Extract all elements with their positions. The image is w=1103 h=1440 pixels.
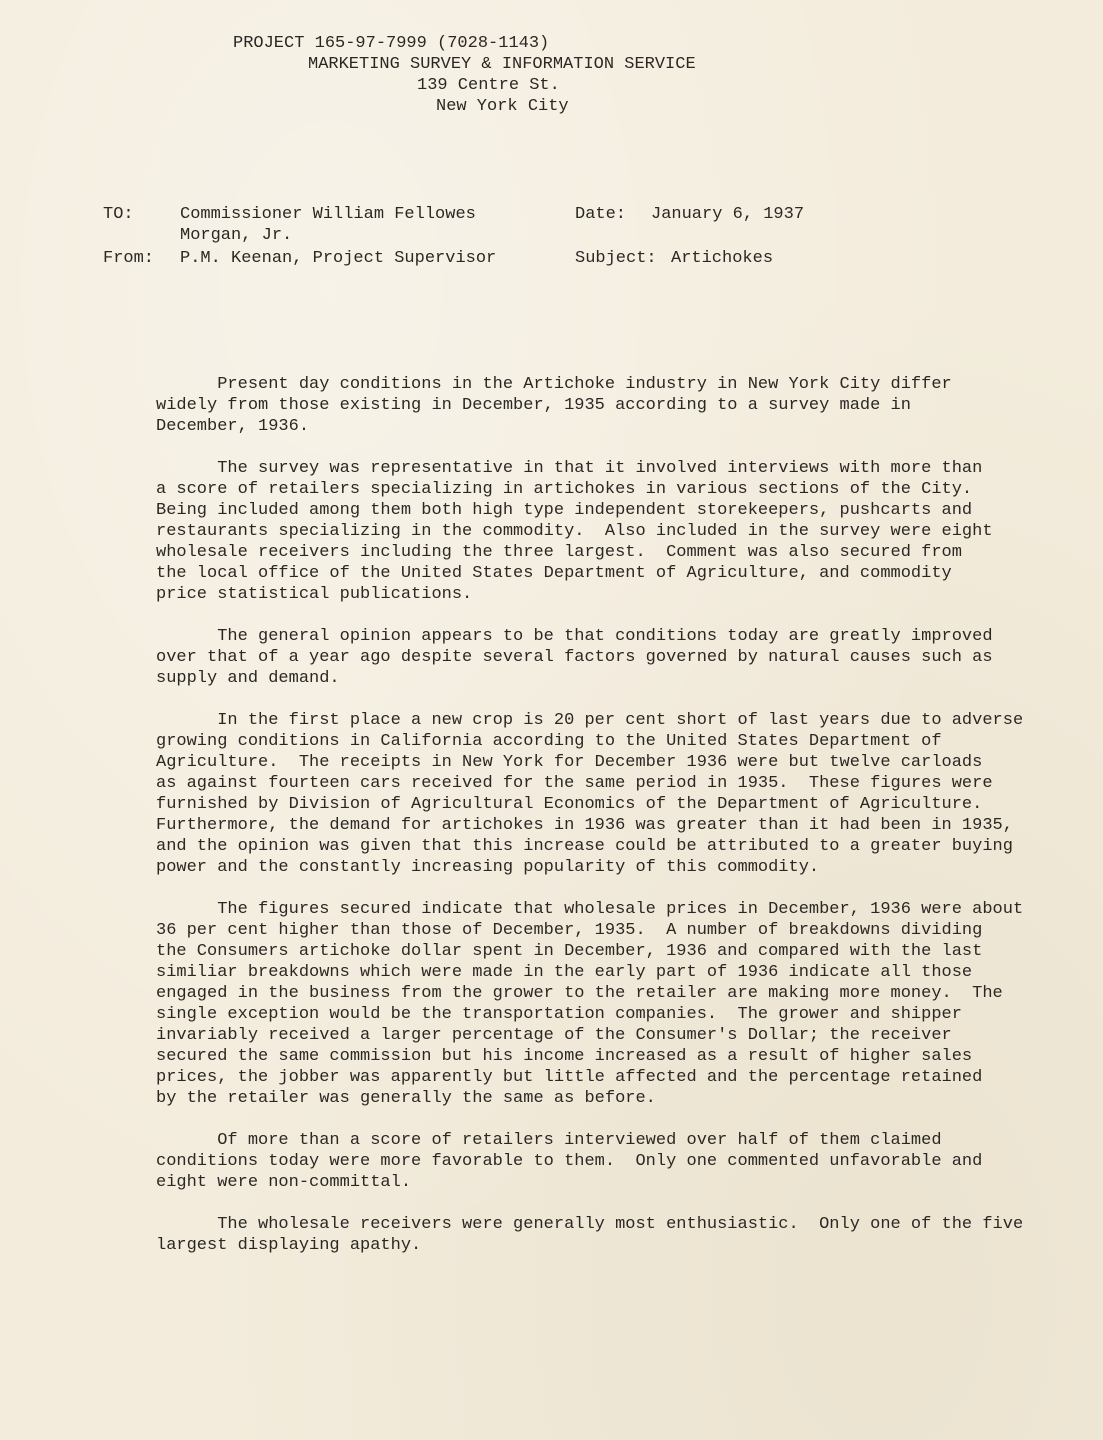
- paragraph-line: largest displaying apathy.: [156, 1236, 422, 1255]
- paragraph-line: supply and demand.: [156, 669, 340, 688]
- paragraph-line: wholesale receivers including the three largest. Comment was also secured from: [156, 543, 962, 562]
- paragraph-line: conditions today were more favorable to them. Only one commented unfavorable and: [156, 1152, 983, 1171]
- subject-label: Subject:: [575, 249, 657, 268]
- from-sender: P.M. Keenan, Project Supervisor: [180, 249, 497, 268]
- paragraph-line: prices, the jobber was apparently but little affected and the percentage retained: [156, 1068, 983, 1087]
- paragraph-line: Of more than a score of retailers interviewed over half of them claimed: [156, 1131, 942, 1150]
- paragraph-line: price statistical publications.: [156, 585, 473, 604]
- body-paragraph: [156, 374, 1071, 437]
- memo-header: [0, 204, 1103, 274]
- paragraph-line: furnished by Division of Agricultural Economics of the Department of Agriculture.: [156, 795, 983, 814]
- date-label: Date:: [575, 205, 627, 224]
- paragraph-line: and the opinion was given that this increase could be attributed to a greater buying: [156, 837, 1013, 856]
- date-value: January 6, 1937: [651, 205, 805, 224]
- paragraph-line: The general opinion appears to be that conditions today are greatly improved: [156, 627, 993, 646]
- paragraph-line: Being included among them both high type independent storekeepers, pushcarts and: [156, 501, 973, 520]
- paragraph-line: invariably received a larger percentage of the Consumer's Dollar; the receiver: [156, 1026, 952, 1045]
- paragraph-line: 36 per cent higher than those of December, 1935. A number of breakdowns dividing: [156, 921, 983, 940]
- paragraph-line: engaged in the business from the grower to the retailer are making more money. The: [156, 984, 1003, 1003]
- body-paragraph: [156, 899, 1071, 1109]
- paragraph-line: Present day conditions in the Artichoke industry in New York City differ: [156, 375, 952, 394]
- paragraph-line: The figures secured indicate that wholesale prices in December, 1936 were about: [156, 900, 1024, 919]
- paragraph-line: by the retailer was generally the same as before.: [156, 1089, 656, 1108]
- paragraph-line: single exception would be the transportation companies. The grower and shipper: [156, 1005, 962, 1024]
- paragraph-line: widely from those existing in December, 1935 according to a survey made in: [156, 396, 911, 415]
- paragraph-line: the local office of the United States Department of Agriculture, and commodity: [156, 564, 952, 583]
- paragraph-line: The survey was representative in that it involved interviews with more than: [156, 459, 983, 478]
- paragraph-line: similiar breakdowns which were made in the early part of 1936 indicate all those: [156, 963, 973, 982]
- paragraph-line: In the first place a new crop is 20 per cent short of last years due to adverse: [156, 711, 1024, 730]
- body-paragraph: [156, 1130, 1071, 1193]
- subject-value: Artichokes: [671, 249, 774, 268]
- body-paragraph: [156, 1214, 1071, 1256]
- paragraph-line: power and the constantly increasing popularity of this commodity.: [156, 858, 820, 877]
- to-label: TO:: [103, 205, 134, 224]
- paragraph-line: The wholesale receivers were generally most enthusiastic. Only one of the five: [156, 1215, 1024, 1234]
- organization-name: MARKETING SURVEY & INFORMATION SERVICE: [308, 55, 696, 74]
- paragraph-line: secured the same commission but his income increased as a result of higher sales: [156, 1047, 973, 1066]
- paragraph-line: restaurants specializing in the commodity. Also included in the survey were eight: [156, 522, 993, 541]
- paragraph-line: as against fourteen cars received for the same period in 1935. These figures were: [156, 774, 993, 793]
- project-number: PROJECT 165-97-7999 (7028-1143): [233, 34, 550, 53]
- body-paragraph: [156, 626, 1071, 689]
- to-recipient-line-1: Commissioner William Fellowes: [180, 205, 476, 224]
- paragraph-line: over that of a year ago despite several factors governed by natural causes such as: [156, 648, 993, 667]
- body-paragraph: [156, 458, 1071, 605]
- paragraph-line: December, 1936.: [156, 417, 310, 436]
- paragraph-line: a score of retailers specializing in artichokes in various sections of the City.: [156, 480, 973, 499]
- city-name: New York City: [436, 97, 569, 116]
- body-paragraph: [156, 710, 1071, 878]
- to-recipient-line-2: Morgan, Jr.: [180, 226, 293, 245]
- paragraph-line: Agriculture. The receipts in New York for December 1936 were but twelve carloads: [156, 753, 983, 772]
- from-label: From:: [103, 249, 155, 268]
- street-address: 139 Centre St.: [417, 76, 560, 95]
- paragraph-line: Furthermore, the demand for artichokes in 1936 was greater than it had been in 1935,: [156, 816, 1013, 835]
- paragraph-line: eight were non-committal.: [156, 1173, 412, 1192]
- memo-body: [156, 374, 1071, 1277]
- paragraph-line: growing conditions in California according to the United States Department of: [156, 732, 942, 751]
- paragraph-line: the Consumers artichoke dollar spent in December, 1936 and compared with the last: [156, 942, 983, 961]
